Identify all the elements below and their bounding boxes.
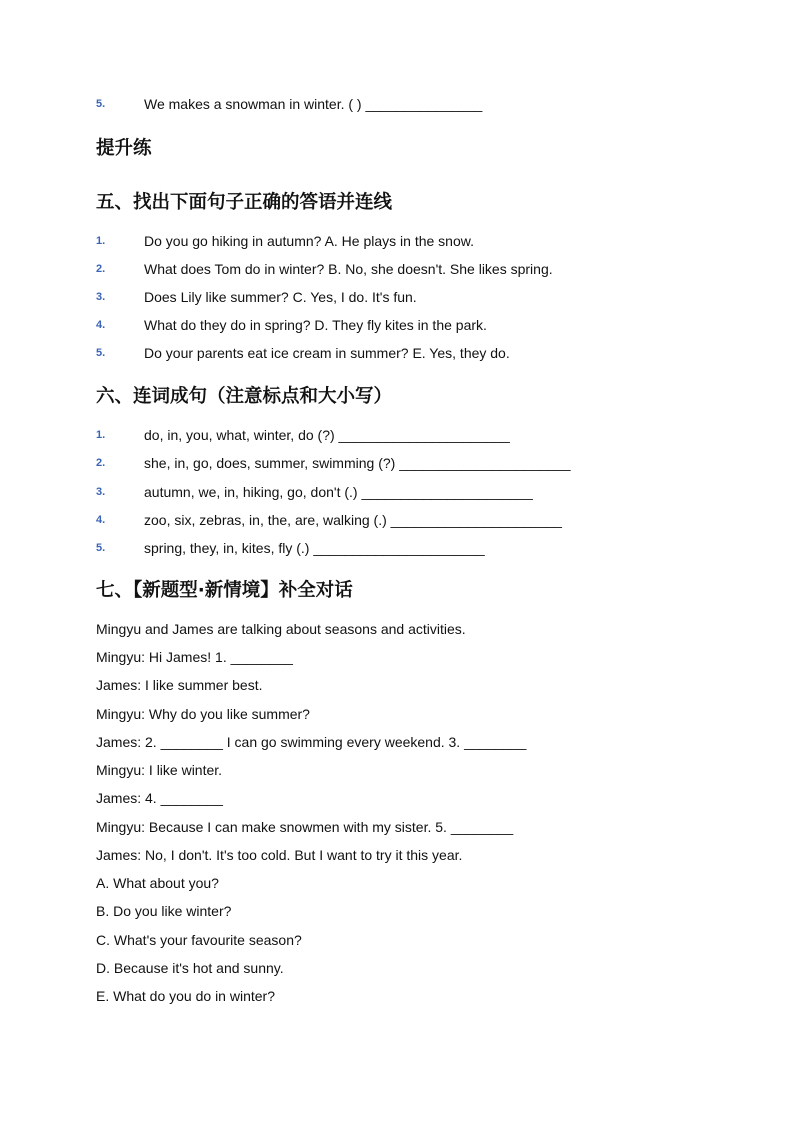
option-e: E. What do you do in winter? (96, 988, 275, 1004)
item-text: zoo, six, zebras, in, the, are, walking (.) ______________________ (144, 512, 562, 528)
item-number: 5. (96, 347, 106, 359)
option-a: A. What about you? (96, 875, 219, 891)
option-d: D. Because it's hot and sunny. (96, 960, 284, 976)
item-number: 2. (96, 457, 106, 469)
item-text: do, in, you, what, winter, do (?) ______________________ (144, 427, 510, 443)
item-number: 3. (96, 486, 106, 498)
item-number: 5. (96, 542, 106, 554)
item-text: Do your parents eat ice cream in summer? E. Yes, they do. (144, 345, 510, 361)
item-number: 2. (96, 263, 106, 275)
dialogue-line: Mingyu: Why do you like summer? (96, 706, 310, 722)
item-text: Do you go hiking in autumn? A. He plays in the snow. (144, 233, 474, 249)
option-c: C. What's your favourite season? (96, 932, 302, 948)
item-number: 1. (96, 235, 106, 247)
section5-title: 五、找出下面句子正确的答语并连线 (96, 192, 393, 213)
dialogue-line: Mingyu: Because I can make snowmen with my sister. 5. ________ (96, 819, 514, 835)
item-text: We makes a snowman in winter. ( ) _______________ (144, 96, 483, 112)
item-number: 5. (96, 98, 106, 110)
option-b: B. Do you like winter? (96, 903, 232, 919)
item-text: What does Tom do in winter? B. No, she doesn't. She likes spring. (144, 261, 553, 277)
dialogue-line: Mingyu: I like winter. (96, 762, 223, 778)
dialogue-line: James: 2. ________ I can go swimming every weekend. 3. ________ (96, 734, 527, 750)
item-text: Does Lily like summer? C. Yes, I do. It's fun. (144, 289, 417, 305)
dialogue-line: Mingyu: Hi James! 1. ________ (96, 649, 293, 665)
dialogue-intro: Mingyu and James are talking about seasons and activities. (96, 621, 466, 637)
item-text: spring, they, in, kites, fly (.) ______________________ (144, 540, 485, 556)
item-text: she, in, go, does, summer, swimming (?) ______________________ (144, 455, 571, 471)
item-number: 4. (96, 319, 106, 331)
item-number: 3. (96, 291, 106, 303)
item-text: What do they do in spring? D. They fly kites in the park. (144, 317, 487, 333)
dialogue-line: James: No, I don't. It's too cold. But I want to try it this year. (96, 847, 463, 863)
item-text: autumn, we, in, hiking, go, don't (.) ______________________ (144, 484, 533, 500)
dialogue-line: James: I like summer best. (96, 677, 263, 693)
section6-title: 六、连词成句（注意标点和大小写） (96, 386, 393, 407)
section7-title: 七、【新题型·新情境】补全对话 (96, 580, 353, 601)
item-number: 4. (96, 514, 106, 526)
item-number: 1. (96, 429, 106, 441)
practice-heading: 提升练 (96, 138, 152, 159)
dialogue-line: James: 4. ________ (96, 790, 223, 806)
